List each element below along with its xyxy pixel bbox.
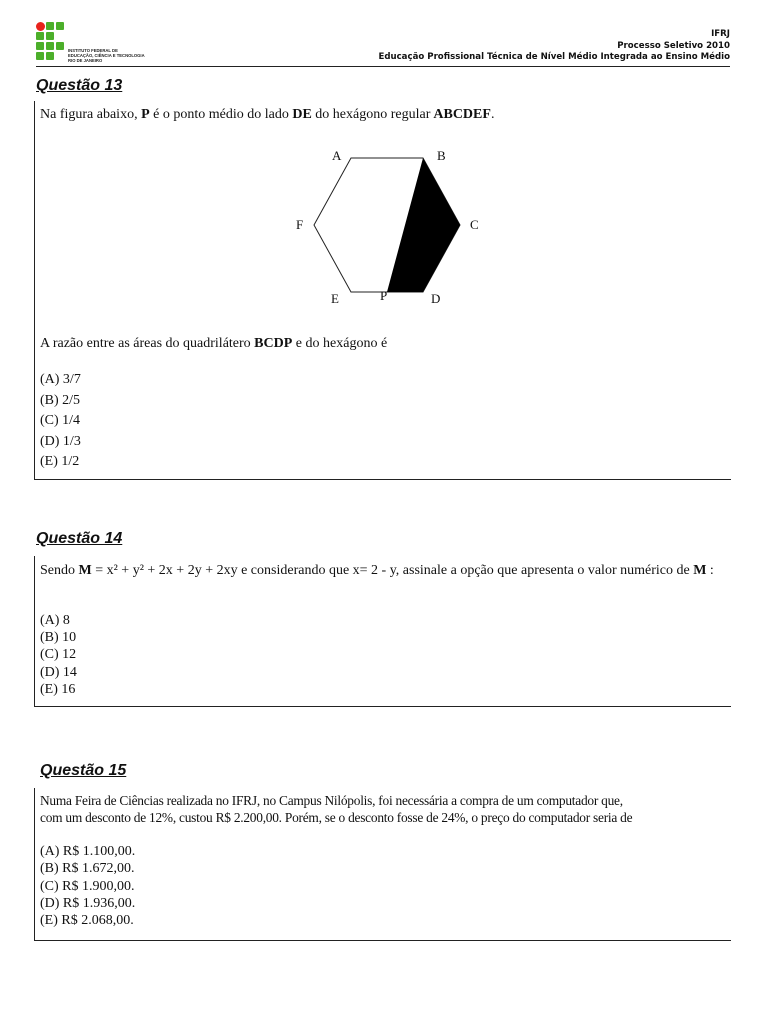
shaded-quadrilateral-bcdp (387, 158, 460, 292)
q15-option-a[interactable]: (A) R$ 1.100,00. (40, 844, 136, 859)
q14-option-d[interactable]: (D) 14 (40, 664, 77, 680)
header-rule (36, 66, 730, 67)
q14-statement: Sendo M = x² + y² + 2x + 2y + 2xy e considerando que x= 2 - y, assinale a opção que apresenta o valor numérico de M : (40, 563, 714, 578)
label-b: B (437, 148, 446, 163)
page-header (0, 0, 768, 70)
header-info (378, 29, 730, 64)
q13-statement: Na figura abaixo, P é o ponto médio do lado DE do hexágono regular ABCDEF. (40, 107, 495, 122)
q15-option-e[interactable]: (E) R$ 2.068,00. (40, 913, 134, 929)
q13-option-a[interactable]: (A) 3/7 (40, 372, 81, 387)
q13-options (40, 370, 81, 473)
q14-option-a[interactable]: (A) 8 (40, 613, 70, 628)
q15-statement-line-1: Numa Feira de Ciências realizada no IFRJ, no Campus Nilópolis, foi necessária a compra de um computador que, (40, 793, 623, 808)
q13-title: Questão 13 (36, 77, 123, 94)
q15-statement (40, 792, 732, 826)
logo-caption: INSTITUTO FEDERAL DE EDUCAÇÃO, CIÊNCIA E TECNOLOGIA RIO DE JANEIRO (68, 48, 145, 63)
label-c: C (470, 217, 479, 232)
q15-options (40, 843, 135, 929)
label-a: A (332, 148, 342, 163)
q15-option-d[interactable]: (D) R$ 1.936,00. (40, 895, 136, 911)
q14-option-e[interactable]: (E) 16 (40, 681, 76, 697)
q15-option-b[interactable]: (B) R$ 1.672,00. (40, 861, 135, 877)
q14-title: Questão 14 (36, 530, 123, 547)
label-f: F (296, 217, 304, 232)
q14-option-b[interactable]: (B) 10 (40, 630, 77, 646)
q13-option-b[interactable]: (B) 2/5 (40, 392, 81, 408)
label-e: E (331, 291, 339, 306)
q13-question: A razão entre as áreas do quadrilátero BCDP e do hexágono é (40, 336, 388, 351)
header-institution: IFRJ (711, 29, 730, 39)
hexagon-figure (296, 140, 496, 310)
label-p: P (380, 288, 388, 303)
q15-option-c[interactable]: (C) R$ 1.900,00. (40, 878, 135, 894)
q15-title: Questão 15 (40, 762, 127, 779)
q14-options (40, 612, 77, 698)
q13-option-c[interactable]: (C) 1/4 (40, 413, 81, 428)
header-exam: Processo Seletivo 2010 (617, 40, 730, 51)
q13-option-e[interactable]: (E) 1/2 (40, 454, 80, 469)
header-course: Educação Profissional Técnica de Nível Médio Integrada ao Ensino Médio (378, 52, 730, 62)
q15-statement-line-2: com um desconto de 12%, custou R$ 2.200,00. Porém, se o desconto fosse de 24%, o preço do computador seria de (40, 810, 633, 825)
label-d: D (431, 291, 441, 306)
q14-option-c[interactable]: (C) 12 (40, 647, 77, 663)
q13-option-d[interactable]: (D) 1/3 (40, 433, 81, 449)
logo-red-dot (36, 22, 45, 31)
